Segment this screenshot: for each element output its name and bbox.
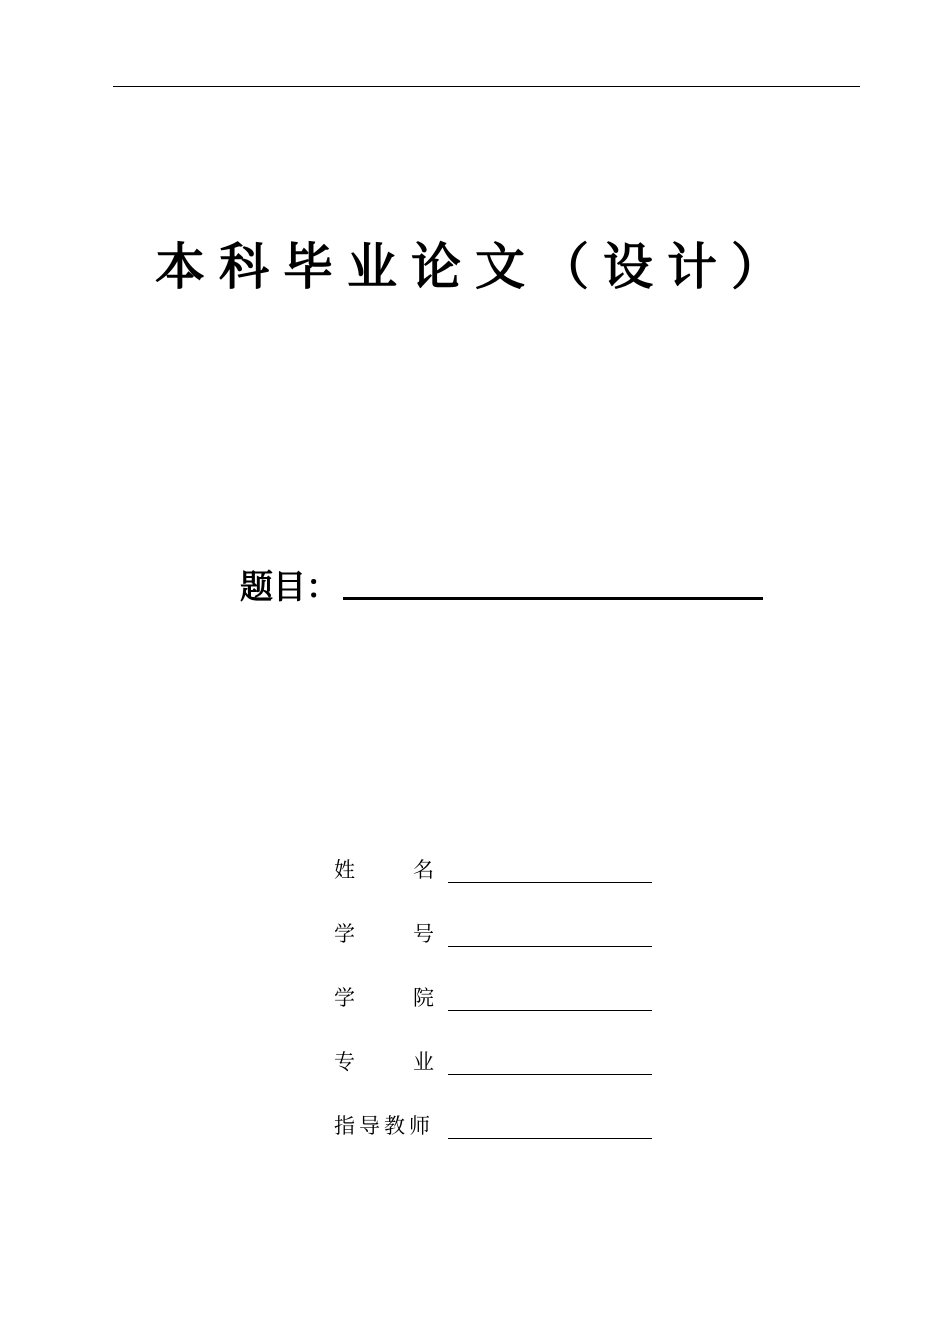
topic-blank-line[interactable]	[343, 597, 763, 600]
field-label-char: 学	[334, 922, 355, 946]
field-blank-major[interactable]	[448, 1074, 652, 1075]
topic-label: 题目：	[240, 567, 339, 606]
field-blank-name[interactable]	[448, 882, 652, 883]
thesis-title: 本科毕业论文（设计）	[155, 237, 795, 296]
field-label-college	[334, 978, 434, 1018]
field-label-student-id	[334, 914, 434, 954]
field-label-char: 学	[334, 986, 355, 1010]
topic-row	[240, 560, 763, 610]
field-row-college	[334, 978, 664, 1042]
field-blank-college[interactable]	[448, 1010, 652, 1011]
field-blank-student-id[interactable]	[448, 946, 652, 947]
field-blank-advisor[interactable]	[448, 1138, 652, 1139]
field-row-name	[334, 850, 664, 914]
field-label-char: 业	[413, 1050, 434, 1074]
field-label-char: 专	[334, 1050, 355, 1074]
student-info-block	[334, 850, 664, 1170]
field-label-char: 院	[413, 986, 434, 1010]
field-label-text: 指导教师	[334, 1114, 434, 1138]
field-label-name	[334, 850, 434, 890]
field-row-student-id	[334, 914, 664, 978]
field-label-char: 姓	[334, 858, 355, 882]
header-rule	[113, 86, 860, 87]
field-row-major	[334, 1042, 664, 1106]
field-label-char: 号	[413, 922, 434, 946]
field-label-advisor	[334, 1106, 434, 1146]
field-label-major	[334, 1042, 434, 1082]
field-row-advisor	[334, 1106, 664, 1170]
field-label-char: 名	[413, 858, 434, 882]
